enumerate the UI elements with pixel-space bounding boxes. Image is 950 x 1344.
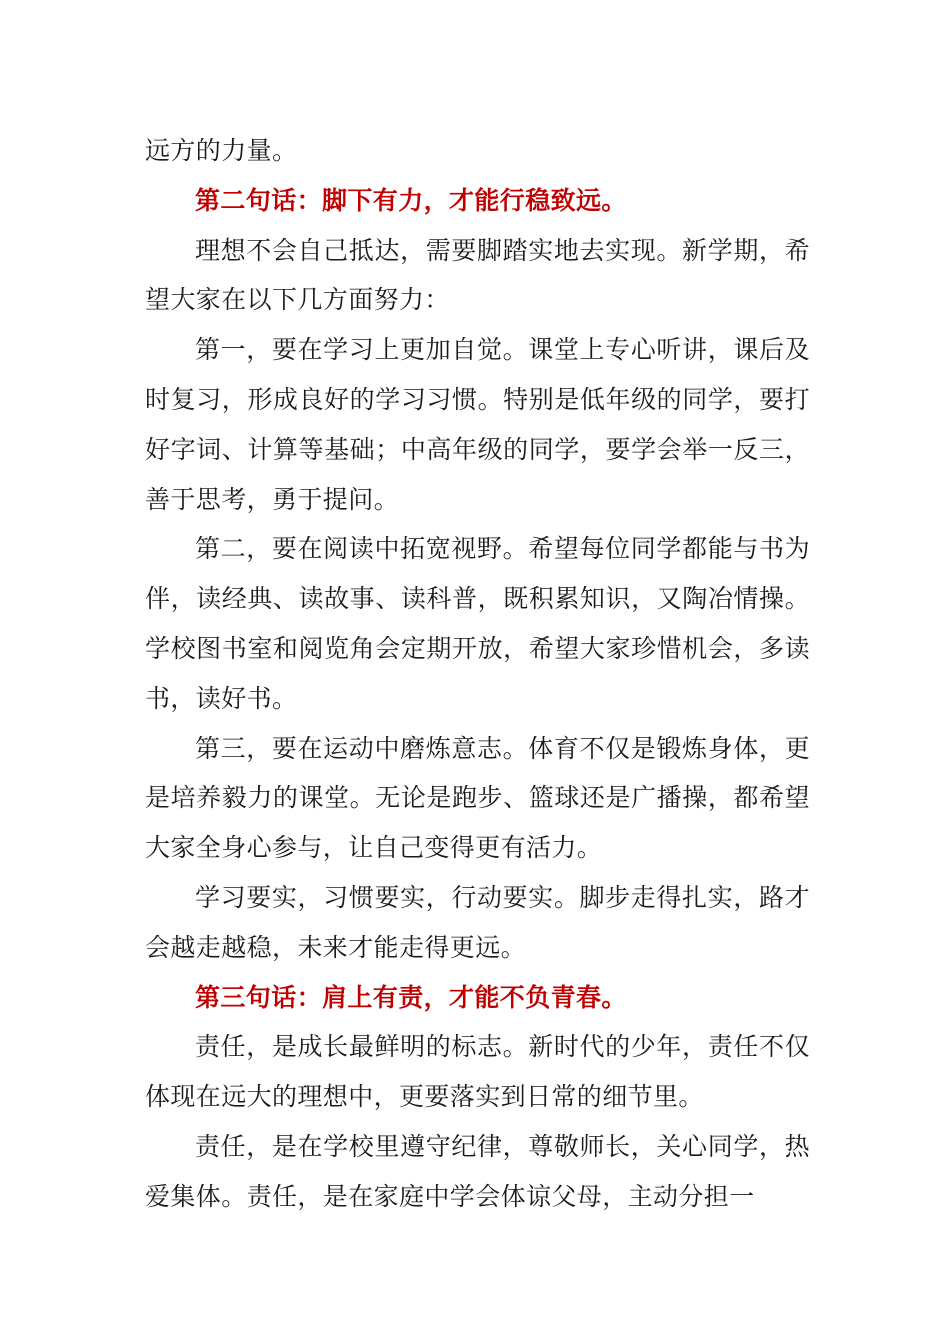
paragraph-intro: 理想不会自己抵达，需要脚踏实地去实现。新学期，希望大家在以下几方面努力：: [145, 235, 810, 315]
paragraph-point-3: 第三，要在运动中磨炼意志。体育不仅是锻炼身体，更是培养毅力的课堂。无论是跑步、篮球还是广播操，都希望大家全身心参与，让自己变得更有活力。: [145, 733, 810, 863]
paragraph-responsibility-2: 责任，是在学校里遵守纪律，尊敬师长，关心同学，热爱集体。责任，是在家庭中学会体谅父母，主动分担一: [145, 1131, 810, 1211]
paragraph-point-2: 第二，要在阅读中拓宽视野。希望每位同学都能与书为伴，读经典、读故事、读科普，既积累知识，又陶冶情操。学校图书室和阅览角会定期开放，希望大家珍惜机会，多读书，读好书。: [145, 534, 810, 713]
paragraph-continuation: 远方的力量。: [145, 136, 298, 165]
paragraph-point-1: 第一，要在学习上更加自觉。课堂上专心听讲，课后及时复习，形成良好的学习习惯。特别是低年级的同学，要打好字词、计算等基础；中高年级的同学，要学会举一反三，善于思考，勇于提问。: [145, 335, 810, 514]
section-heading-3: 第三句话：肩上有责，才能不负青春。: [195, 982, 627, 1012]
document-body: [145, 126, 810, 1222]
paragraph-responsibility-1: 责任，是成长最鲜明的标志。新时代的少年，责任不仅体现在远大的理想中，更要落实到日常的细节里。: [145, 1032, 810, 1112]
paragraph-summary: 学习要实，习惯要实，行动要实。脚步走得扎实，路才会越走越稳，未来才能走得更远。: [145, 882, 810, 962]
section-heading-2: 第二句话：脚下有力，才能行稳致远。: [195, 185, 627, 215]
